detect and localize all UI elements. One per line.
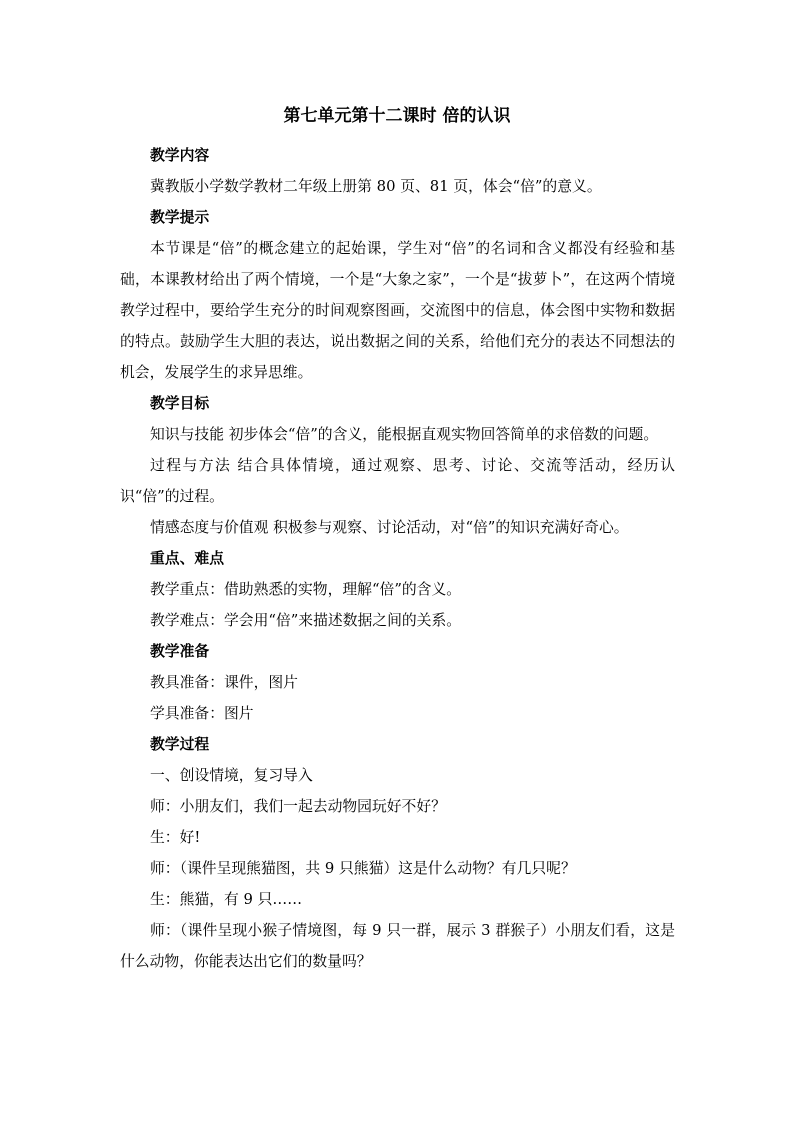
dialogue-line-2: 生：好!	[150, 829, 201, 846]
paragraph-teaching-hint: 本节课是“倍”的概念建立的起始课，学生对“倍”的名词和含义都没有经验和基础，本课教材给出了两个情境，一个是“大象之家”，一个是“拔萝卜”，在这两个情境教学过程中，要给学生充分的时间观察图画，交流图中的信息，体会图中实物和数据的特点。鼓励学生大胆的表达，说出数据之间的关系，给他们充分的表达不同想法的机会，发展学生的求异思维。	[120, 240, 675, 381]
paragraph-goal-knowledge: 知识与技能 初步体会“倍”的含义，能根据直观实物回答简单的求倍数的问题。	[150, 426, 659, 443]
heading-teaching-content: 教学内容	[150, 147, 210, 164]
dialogue-line-3: 师：（课件呈现熊猫图，共 9 只熊猫）这是什么动物？有几只呢？	[150, 860, 576, 877]
heading-key-difficult: 重点、难点	[150, 550, 224, 567]
paragraph-goal-process: 过程与方法 结合具体情境，通过观察、思考、讨论、交流等活动，经历认识“倍”的过程。	[120, 457, 675, 505]
paragraph-key-point: 教学重点：借助熟悉的实物，理解“倍”的含义。	[150, 581, 462, 598]
heading-teaching-prep: 教学准备	[150, 643, 210, 660]
heading-teaching-goals: 教学目标	[150, 395, 210, 412]
paragraph-difficult-point: 教学难点：学会用“倍”来描述数据之间的关系。	[150, 612, 462, 629]
dialogue-line-5: 师：（课件呈现小猴子情境图，每 9 只一群，展示 3 群猴子）小朋友们看，这是什么动物，你能表达出它们的数量吗？	[120, 922, 675, 970]
paragraph-step-1: 一、创设情境，复习导入	[150, 767, 313, 784]
paragraph-student-prep: 学具准备：图片	[150, 705, 254, 722]
paragraph-goal-attitude: 情感态度与价值观 积极参与观察、讨论活动，对“倍”的知识充满好奇心。	[150, 519, 629, 536]
paragraph-teaching-content: 冀教版小学数学教材二年级上册第 80 页、81 页，体会“倍”的意义。	[150, 178, 602, 195]
heading-teaching-process: 教学过程	[150, 736, 210, 753]
paragraph-teacher-prep: 教具准备：课件，图片	[150, 674, 298, 691]
dialogue-line-4: 生：熊猫，有 9 只……	[150, 891, 302, 908]
dialogue-line-1: 师：小朋友们，我们一起去动物园玩好不好？	[150, 798, 446, 815]
page-title: 第七单元第十二课时 倍的认识	[283, 106, 511, 126]
heading-teaching-hint: 教学提示	[150, 209, 210, 226]
document-body	[120, 140, 675, 977]
